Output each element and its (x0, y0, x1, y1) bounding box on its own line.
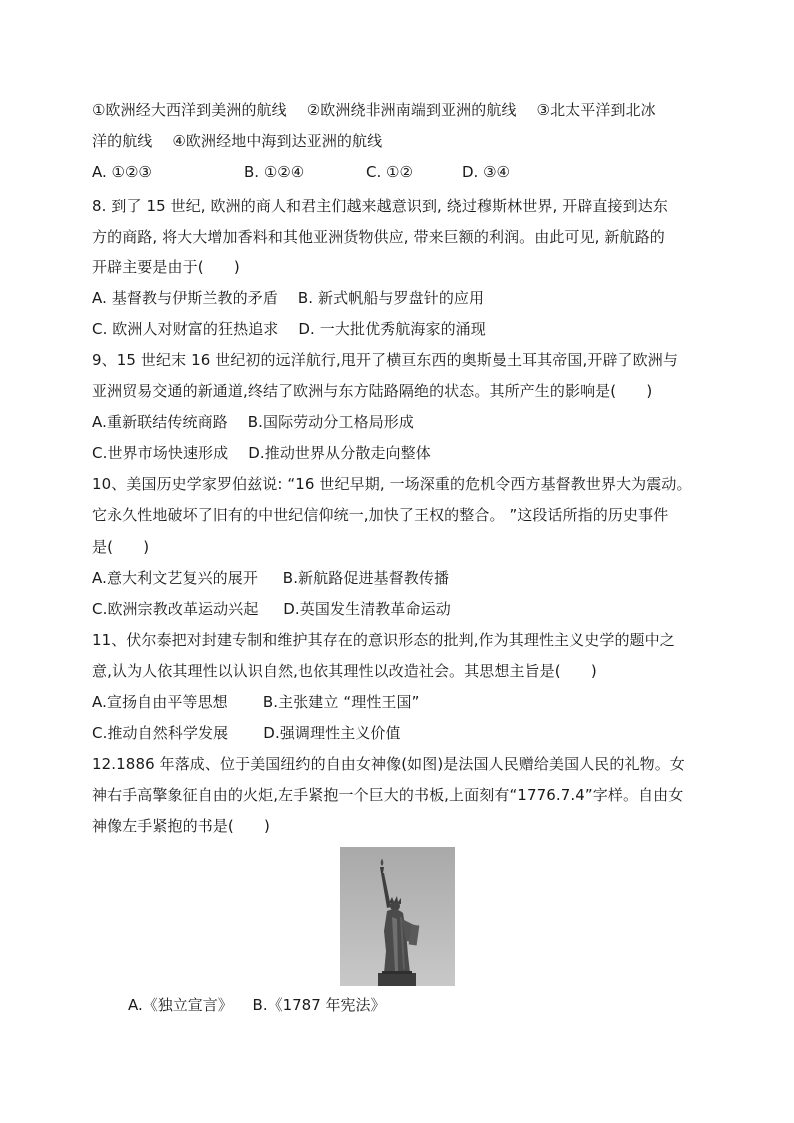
q7-line-2: 洋的航线 ④欧洲经地中海到达亚洲的航线 (92, 132, 383, 150)
q10-line-1: 10、美国历史学家罗伯兹说: “16 世纪早期, 一场深重的危机令西方基督教世界大为震动。 (92, 475, 692, 493)
q11-options-cd: C.推动自然科学发展 D.强调理性主义价值 (92, 724, 401, 742)
q7-line-1: ①欧洲经大西洋到美洲的航线 ②欧洲绕非洲南端到亚洲的航线 ③北太平洋到北冰 (92, 101, 656, 119)
q10-line-2: 它永久性地破坏了旧有的中世纪信仰统一,加快了王权的整合。 ”这段话所指的历史事件 (92, 506, 669, 524)
q10-options-cd: C.欧洲宗教改革运动兴起 D.英国发生清教革命运动 (92, 600, 451, 618)
q11-options-ab: A.宣扬自由平等思想 B.主张建立 “理性王国” (92, 693, 420, 711)
q8-line-1: 8. 到了 15 世纪, 欧洲的商人和君主们越来越意识到, 绕过穆斯林世界, 开辟直接到达东 (92, 197, 668, 215)
q9-line-2: 亚洲贸易交通的新通道,终结了欧洲与东方陆路隔绝的状态。其所产生的影响是( ) (92, 382, 653, 400)
q9-options-cd: C.世界市场快速形成 D.推动世界从分散走向整体 (92, 444, 431, 462)
statue-of-liberty-icon (340, 847, 455, 986)
q8-line-3: 开辟主要是由于( ) (92, 258, 240, 276)
q8-line-2: 方的商路, 将大大增加香料和其他亚洲货物供应, 带来巨额的利润。由此可见, 新航路的 (92, 228, 665, 246)
q10-options-ab: A.意大利文艺复兴的展开 B.新航路促进基督教传播 (92, 569, 450, 587)
q8-options-cd: C. 欧洲人对财富的狂热追求 D. 一大批优秀航海家的涌现 (92, 320, 486, 338)
q10-line-3: 是( ) (92, 538, 150, 556)
q12-line-2: 神右手高擎象征自由的火炬,左手紧抱一个巨大的书板,上面刻有“1776.7.4”字样。自由女 (92, 786, 684, 804)
statue-of-liberty-photo (340, 847, 455, 986)
q7-option-c: C. ①② (366, 163, 413, 181)
q12-line-3: 神像左手紧抱的书是( ) (92, 817, 271, 835)
q11-line-2: 意,认为人依其理性以认识自然,也依其理性以改造社会。其思想主旨是( ) (92, 662, 597, 680)
q12-line-1: 12.1886 年落成、位于美国纽约的自由女神像(如图)是法国人民赠给美国人民的礼物。女 (92, 755, 685, 773)
q8-options-ab: A. 基督教与伊斯兰教的矛盾 B. 新式帆船与罗盘针的应用 (92, 289, 485, 307)
q12-options-ab: A.《独立宣言》 B.《1787 年宪法》 (128, 996, 386, 1014)
q7-option-a: A. ①②③ (92, 163, 152, 181)
q11-line-1: 11、伏尔泰把对封建专制和维护其存在的意识形态的批判,作为其理性主义史学的题中之 (92, 631, 675, 649)
q9-line-1: 9、15 世纪末 16 世纪初的远洋航行,甩开了横亘东西的奥斯曼土耳其帝国,开辟了欧洲与 (92, 351, 678, 369)
q7-option-b: B. ①②④ (244, 163, 305, 181)
q7-option-d: D. ③④ (462, 163, 510, 181)
q9-options-ab: A.重新联结传统商路 B.国际劳动分工格局形成 (92, 413, 414, 431)
